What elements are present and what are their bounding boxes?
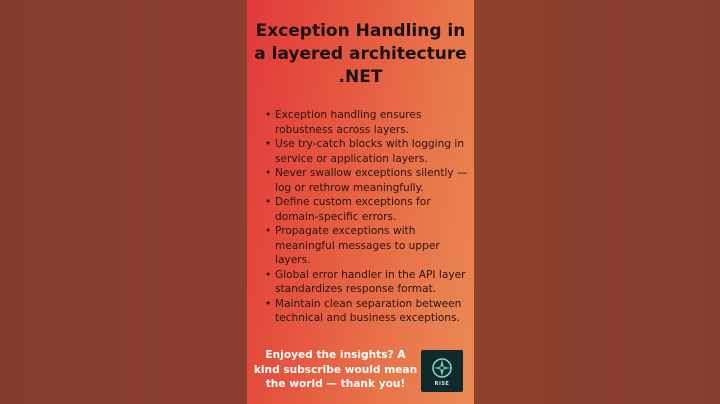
bullet-item: • Use try-catch blocks with logging in service or application layers. xyxy=(263,137,468,166)
title-line-2: a layered architecture xyxy=(254,44,467,64)
subscribe-message: Enjoyed the insights? A kind subscribe would mean the world — thank you! xyxy=(253,349,418,390)
compass-icon xyxy=(430,356,454,380)
title-line-1: Exception Handling in xyxy=(255,21,466,41)
bullet-item: • Global error handler in the API layer standardizes response format. xyxy=(263,268,468,297)
logo-label: RISE xyxy=(434,381,450,387)
bullet-list xyxy=(263,108,468,326)
content-card xyxy=(247,0,474,404)
bullet-item: • Maintain clean separation between technical and business exceptions. xyxy=(263,297,468,326)
right-blurred-background xyxy=(474,0,720,404)
title-line-3: .NET xyxy=(338,67,383,87)
left-blurred-background xyxy=(0,0,247,404)
rise-logo xyxy=(421,350,463,392)
bullet-item: • Propagate exceptions with meaningful messages to upper layers. xyxy=(263,224,468,268)
bullet-item: • Exception handling ensures robustness across layers. xyxy=(263,108,468,137)
bullet-item: • Define custom exceptions for domain-specific errors. xyxy=(263,195,468,224)
bullet-item: • Never swallow exceptions silently — log or rethrow meaningfully. xyxy=(263,166,468,195)
page-title xyxy=(253,20,468,89)
